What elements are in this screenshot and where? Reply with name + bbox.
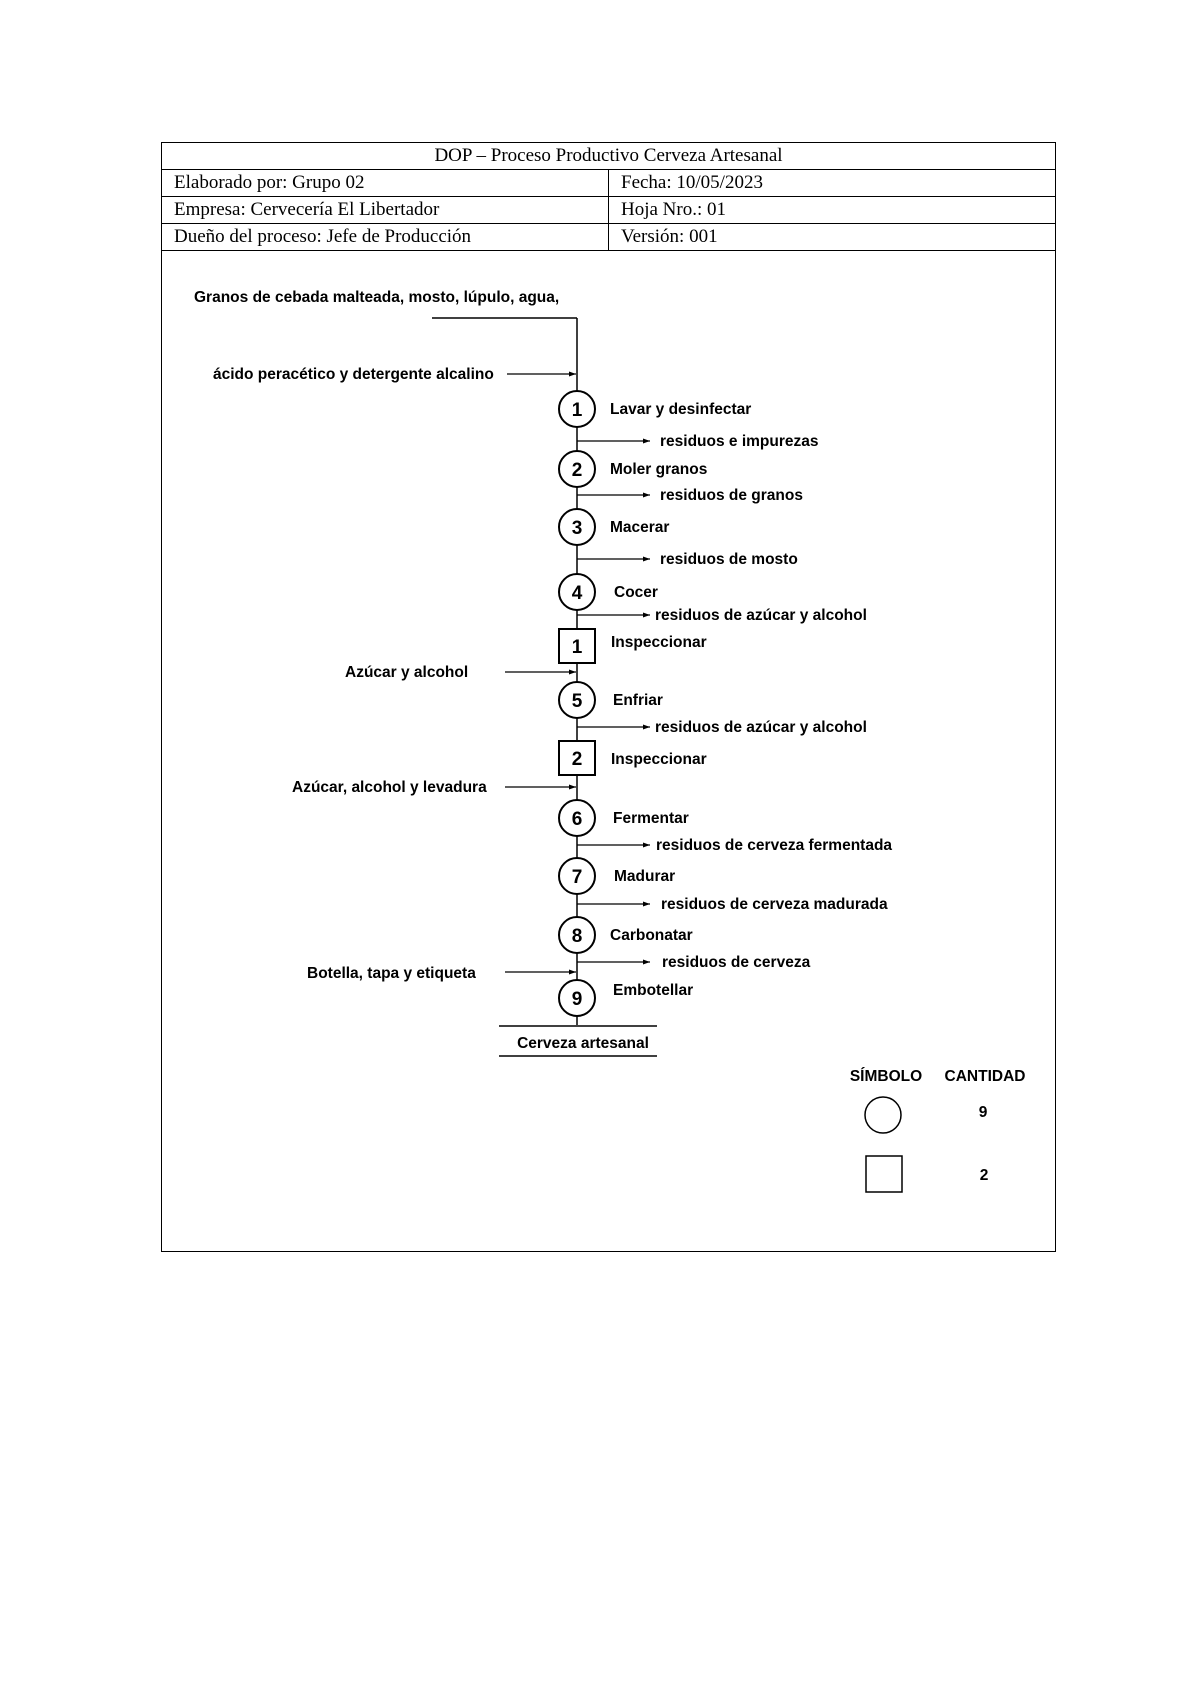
step-label: Lavar y desinfectar	[610, 401, 752, 418]
summary-quantity-header: CANTIDAD	[944, 1068, 1026, 1085]
step-label: Inspeccionar	[611, 751, 707, 768]
step-label: Cocer	[614, 584, 658, 601]
step-number: 4	[571, 583, 583, 604]
input-sugar-alcohol: Azúcar y alcohol	[345, 664, 469, 681]
step-number: 5	[571, 691, 583, 712]
input-bottle: Botella, tapa y etiqueta	[307, 965, 476, 982]
step-output: residuos de cerveza madurada	[661, 896, 888, 913]
step-number: 3	[571, 518, 583, 539]
header-fecha: Fecha: 10/05/2023	[621, 172, 763, 193]
header-empresa: Empresa: Cervecería El Libertador	[174, 199, 440, 220]
header-duenio: Dueño del proceso: Jefe de Producción	[174, 226, 472, 247]
step-label: Inspeccionar	[611, 634, 707, 651]
step-output: residuos de mosto	[660, 551, 798, 568]
header-title: DOP – Proceso Productivo Cerveza Artesanal	[434, 145, 783, 166]
step-label: Moler granos	[610, 461, 708, 478]
step-output: residuos de cerveza	[662, 954, 811, 971]
summary-symbol-header: SÍMBOLO	[849, 1068, 923, 1085]
step-output: residuos de granos	[660, 487, 803, 504]
step-label: Macerar	[610, 519, 670, 536]
input-initial-line2: ácido peracético y detergente alcalino	[213, 366, 494, 383]
step-output: residuos de azúcar y alcohol	[655, 719, 867, 736]
step-output: residuos de azúcar y alcohol	[655, 607, 867, 624]
header-version: Versión: 001	[621, 226, 718, 247]
header-elaborado: Elaborado por: Grupo 02	[174, 172, 365, 193]
header-hoja: Hoja Nro.: 01	[621, 199, 727, 220]
step-output: residuos de cerveza fermentada	[656, 837, 893, 854]
summary-square-symbol	[866, 1156, 902, 1192]
step-output: residuos e impurezas	[660, 433, 819, 450]
step-label: Enfriar	[613, 692, 663, 709]
summary-square-quantity: 2	[979, 1167, 989, 1184]
step-label: Carbonatar	[610, 927, 693, 944]
step-label: Embotellar	[613, 982, 694, 999]
step-number: 6	[571, 809, 583, 830]
step-number: 1	[571, 637, 583, 658]
input-sugar-alcohol-yeast: Azúcar, alcohol y levadura	[292, 779, 487, 796]
step-number: 1	[571, 400, 583, 421]
step-label: Fermentar	[613, 810, 689, 827]
step-number: 2	[571, 460, 583, 481]
step-number: 2	[571, 749, 583, 770]
step-label: Madurar	[614, 868, 676, 885]
step-number: 8	[571, 926, 583, 947]
final-product: Cerveza artesanal	[517, 1035, 649, 1052]
summary-circle-quantity: 9	[978, 1104, 988, 1121]
input-initial-line1: Granos de cebada malteada, mosto, lúpulo, agua,	[194, 289, 560, 306]
step-number: 9	[571, 989, 583, 1010]
step-number: 7	[571, 867, 583, 888]
summary-circle-symbol	[865, 1097, 901, 1133]
